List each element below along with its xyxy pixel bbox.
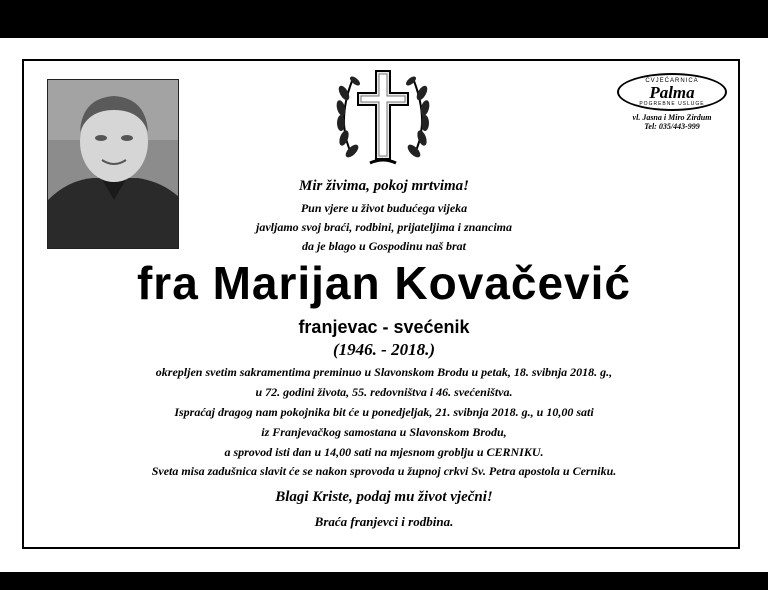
detail-line: Sveta misa zadušnica slavit će se nakon sprovoda u župnoj crkvi Sv. Petra apostola u Cerniku. [151, 464, 617, 478]
logo-name: Palma [649, 83, 695, 102]
logo-owners: vl. Jasna i Miro Zirdum [632, 113, 712, 122]
intro-line: javljamo svoj braći, rodbini, prijateljima i znancima [255, 220, 512, 234]
detail-line: iz Franjevačkog samostana u Slavonskom Brodu, [261, 425, 507, 439]
motto: Mir živima, pokoj mrtvima! [298, 178, 469, 194]
intro-line: Pun vjere u život budućega vijeka [300, 201, 468, 215]
closing-prayer: Blagi Kriste, podaj mu život vječni! [275, 489, 493, 505]
detail-line: Ispraćaj dragog nam pokojnika bit će u ponedjeljak, 21. svibnja 2018. g., u 10,00 sati [174, 405, 594, 419]
funeral-service-logo [607, 73, 737, 137]
cross-wreath-icon [330, 63, 436, 173]
intro-line: da je blago u Gospodinu naš brat [301, 239, 467, 253]
logo-oval [617, 73, 727, 111]
logo-phone: Tel: 035/443-999 [644, 122, 700, 131]
signature: Braća franjevci i rodbina. [314, 514, 454, 529]
logo-sub-text: POGREBNE USLUGE [639, 101, 705, 107]
logo-top-text: CVJEĆARNICA [645, 78, 699, 84]
detail-line: okrepljen svetim sakramentima preminuo u Slavonskom Brodu u petak, 18. svibnja 2018. g., [155, 365, 613, 379]
deceased-name: fra Marijan Kovačević [136, 257, 631, 309]
detail-line: u 72. godini života, 55. redovništva i 46. svećeništva. [255, 385, 513, 399]
detail-line: a sprovod isti dan u 14,00 sati na mjesnom groblju u CERNIKU. [224, 445, 544, 459]
life-years: (1946. - 2018.) [333, 340, 435, 359]
deceased-role: franjevac - svećenik [298, 317, 470, 337]
